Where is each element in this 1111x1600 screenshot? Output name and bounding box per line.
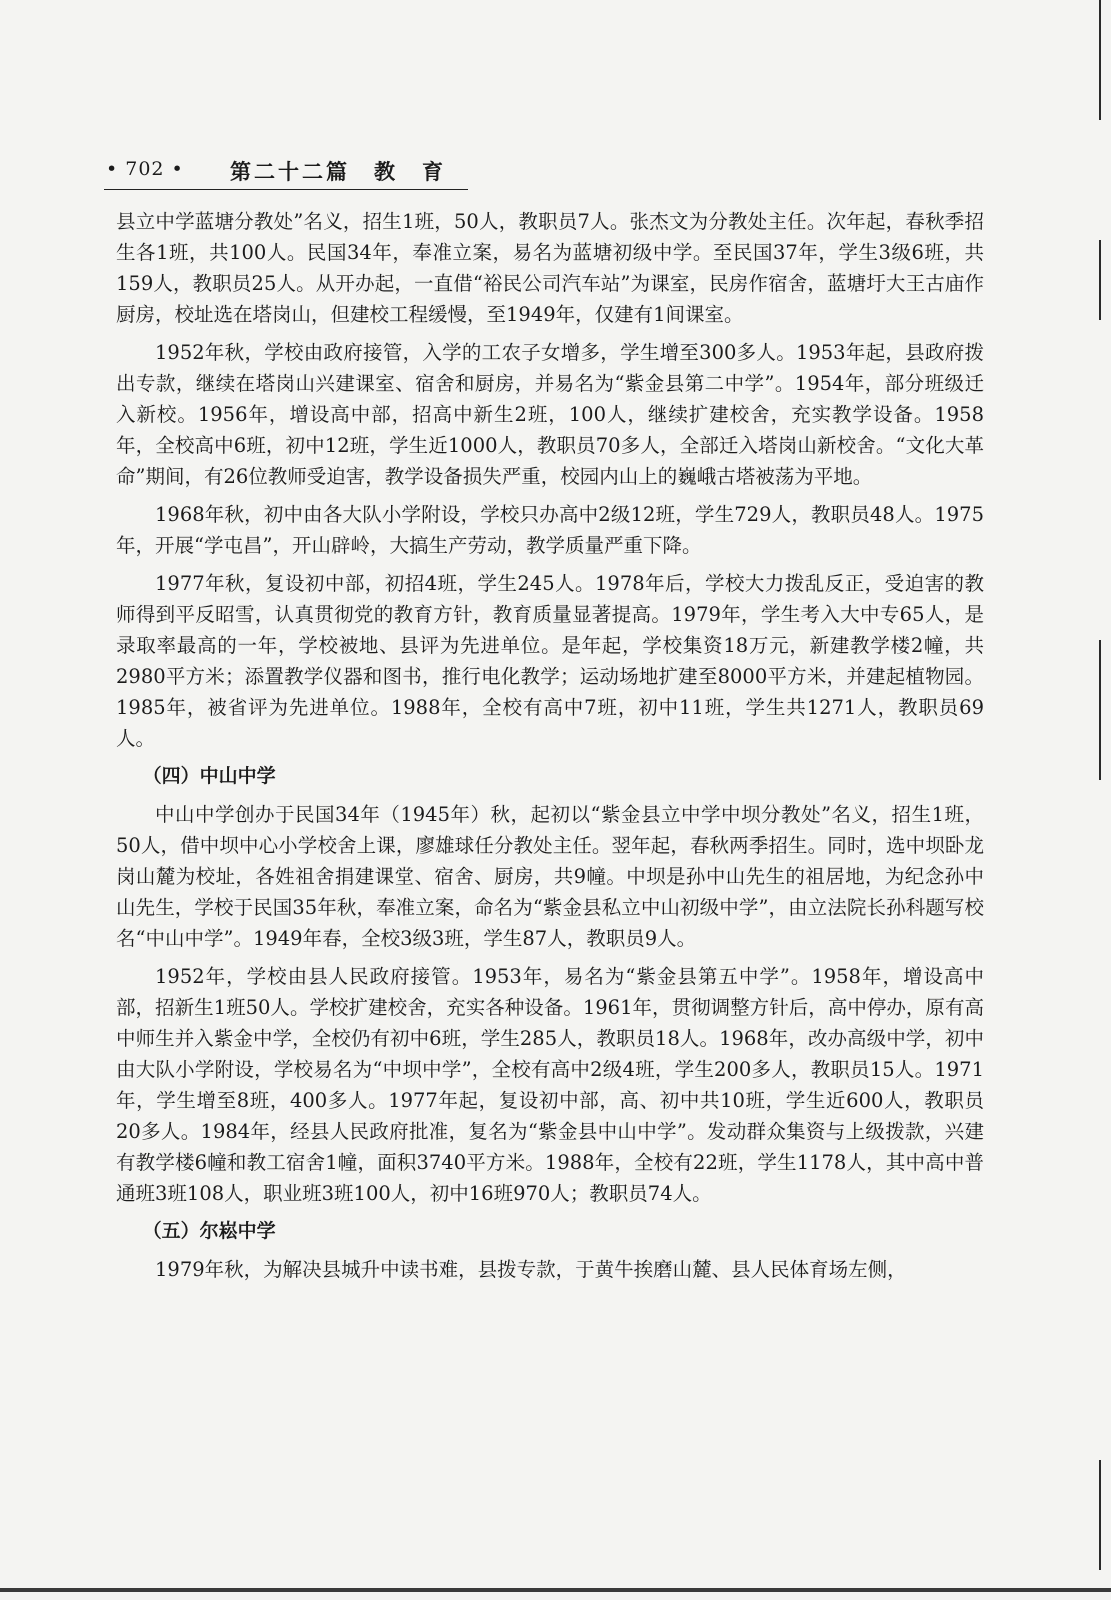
paragraph: 1968年秋，初中由各大队小学附设，学校只办高中2级12班，学生729人，教职员48人。1975年，开展“学屯昌”，开山辟岭，大搞生产劳动，教学质量严重下降。 [116, 503, 984, 557]
paragraph: 1952年秋，学校由政府接管，入学的工农子女增多，学生增至300多人。1953年起，县政府拨出专款，继续在塔岗山兴建课室、宿舍和厨房，并易名为“紫金县第二中学”。1954年，部分班级迁入新校。1956年，增设高中部，招高中新生2班，100人，继续扩建校舍，充实教学设备。1958年，全校高中6班，初中12班，学生近1000人，教职员70多人，全部迁入塔岗山新校舍。“文化大革命”期间，有26位教师受迫害，教学设备损失严重，校园内山上的巍峨古塔被荡为平地。 [116, 341, 984, 488]
scan-edge-line [1099, 640, 1101, 780]
paragraph: 1952年，学校由县人民政府接管。1953年，易名为“紫金县第五中学”。1958年，增设高中部，招新生1班50人。学校扩建校舍，充实各种设备。1961年，贯彻调整方针后，高中停办，原有高中师生并入紫金中学，全校仍有初中6班，学生285人，教职员18人。1968年，改办高级中学，初中由大队小学附设，学校易名为“中坝中学”，全校有高中2级4班，学生200多人，教职员15人。1971年，学生增至8班，400多人。1977年起，复设初中部，高、初中共10班，学生近600人，教职员20多人。1984年，经县人民政府批准，复名为“紫金县中山中学”。发动群众集资与上级拨款，兴建有教学楼6幢和教工宿舍1幢，面积3740平方米。1988年，全校有22班，学生1178人，其中高中普通班3班108人，职业班3班100人，初中16班970人；教职员74人。 [116, 965, 984, 1205]
section-heading: （五）尔崧中学 [142, 1220, 276, 1242]
running-header [104, 156, 468, 190]
page-number: • 702 • [106, 158, 184, 180]
paragraph: 中山中学创办于民国34年（1945年）秋，起初以“紫金县立中学中坝分教处”名义，招生1班，50人，借中坝中心小学校舍上课，廖雄球任分教处主任。翌年起，春秋两季招生。同时，选中坝卧龙岗山麓为校址，各姓祖舍捐建课堂、宿舍、厨房，共9幢。中坝是孙中山先生的祖居地，为纪念孙中山先生，学校于民国35年秋，奉准立案，命名为“紫金县私立中山初级中学”，由立法院长孙科题写校名“中山中学”。1949年春，全校3级3班，学生87人，教职员9人。 [116, 803, 984, 950]
section-heading: （四）中山中学 [142, 765, 276, 787]
paragraph: 1979年秋，为解决县城升中读书难，县拨专款，于黄牛挨磨山麓、县人民体育场左侧， [155, 1258, 907, 1281]
paragraph: 1977年秋，复设初中部，初招4班，学生245人。1978年后，学校大力拨乱反正，受迫害的教师得到平反昭雪，认真贯彻党的教育方针，教育质量显著提高。1979年，学生考入大中专65人，是录取率最高的一年，学校被地、县评为先进单位。是年起，学校集资18万元，新建教学楼2幢，共2980平方米；添置教学仪器和图书，推行电化教学；运动场地扩建至8000平方米，并建起植物园。1985年，被省评为先进单位。1988年，全校有高中7班，初中11班，学生共1271人，教职员69人。 [116, 572, 984, 750]
scan-edge-line [1099, 0, 1101, 120]
scan-bottom-edge [0, 1588, 1111, 1592]
body-text [116, 206, 984, 1285]
paragraph: 县立中学蓝塘分教处”名义，招生1班，50人，教职员7人。张杰文为分教处主任。次年起，春秋季招生各1班，共100人。民国34年，奉准立案，易名为蓝塘初级中学。至民国37年，学生3级6班，共159人，教职员25人。从开办起，一直借“裕民公司汽车站”为课室，民房作宿舍，蓝塘圩大王古庙作厨房，校址选在塔岗山，但建校工程缓慢，至1949年，仅建有1间课室。 [116, 210, 984, 326]
scan-edge-line [1099, 240, 1101, 320]
scan-edge-line [1099, 1460, 1101, 1570]
chapter-title: 第二十二篇 教 育 [230, 160, 446, 184]
